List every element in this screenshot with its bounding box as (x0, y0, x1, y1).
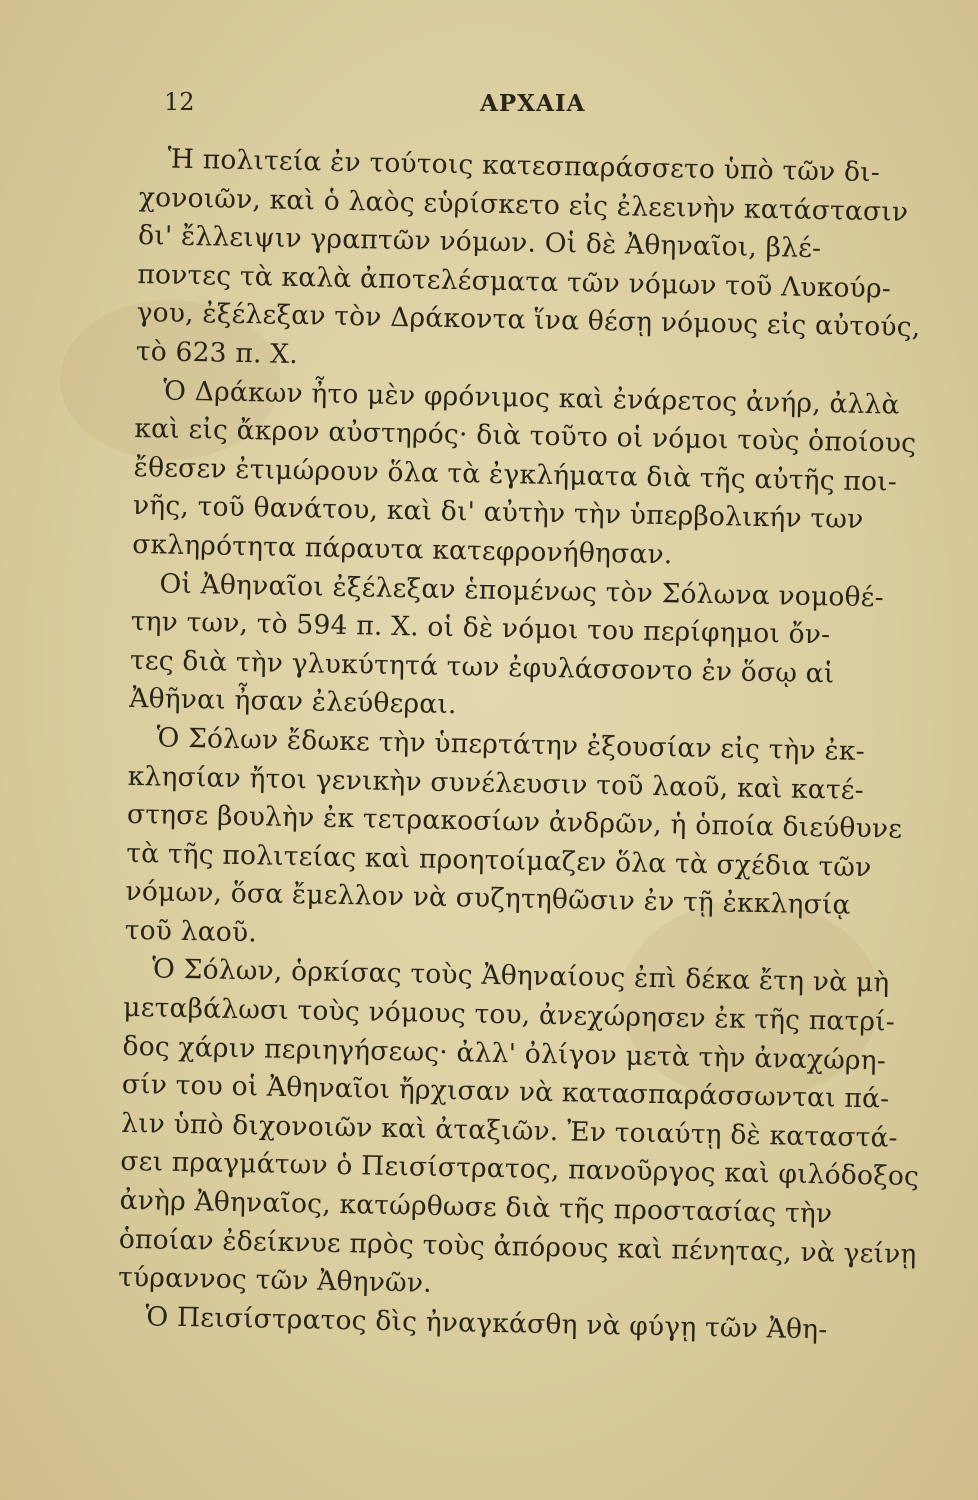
text-line: μεταβάλωσι τοὺς νόμους του, ἀνεχώρησεν ἐκ τῆς πατρί- (123, 991, 896, 1038)
text-line: Ἀθῆναι ἦσαν ἐλεύθεραι. (128, 683, 457, 721)
text-line: λιν ὑπὸ διχονοιῶν καὶ ἀταξιῶν. Ἐν τοιαύτῃ δὲ καταστά- (120, 1107, 899, 1154)
text-line: Ὁ Σόλων ἔδωκε τὴν ὑπερτάτην ἐξουσίαν εἰς τὴν ἐκ- (156, 722, 866, 767)
text-line: δι' ἔλλειψιν γραπτῶν νόμων. Οἱ δὲ Ἀθηναῖοι, βλέ- (137, 220, 822, 265)
text-line: Ὁ Σόλων, ὁρκίσας τοὺς Ἀθηναίους ἐπὶ δέκα ἔτη νὰ μὴ (151, 953, 890, 1000)
text-line: Ὁ Πεισίστρατος δὶς ἠναγκάσθη νὰ φύγῃ τῶν Ἀθη- (145, 1301, 828, 1346)
text-line: καὶ εἰς ἄκρον αὐστηρός· διὰ τοῦτο οἱ νόμοι τοὺς ὁποίους (134, 413, 917, 460)
page-number: 12 (164, 88, 195, 116)
text-line: Ὁ Δράκων ἦτο μὲν φρόνιμος καὶ ἐνάρετος ἀνήρ, ἀλλὰ (162, 375, 900, 421)
text-line: τὸ 623 π. Χ. (135, 335, 299, 371)
text-line: σίν του οἱ Ἀθηναῖοι ἤρχισαν νὰ κατασπαράσσωνται πά- (121, 1069, 890, 1115)
text-line: τες διὰ τὴν γλυκύτητά των ἐφυλάσσοντο ἐν ὅσῳ αἱ (129, 644, 835, 690)
text-line: Ἡ πολιτεία ἐν τούτοις κατεσπαράσσετο ὑπὸ τῶν δι- (167, 143, 881, 189)
text-line: νῆς, τοῦ θανάτου, καὶ δι' αὐτὴν τὴν ὑπερβολικήν των (132, 490, 864, 536)
paragraph (124, 719, 903, 965)
running-head: ΑΡΧΑΙΑ (480, 90, 586, 117)
text-line: σει πραγμάτων ὁ Πεισίστρατος, πανοῦργος καὶ φιλόδοξος (120, 1146, 920, 1193)
text-line: σκληρότητα πάραυτα κατεφρονήθησαν. (131, 528, 673, 571)
text-line: ποντες τὰ καλὰ ἀποτελέσματα τῶν νόμων τοῦ Λυκούρ- (137, 258, 892, 305)
text-line: στησε βουλὴν ἐκ τετρακοσίων ἀνδρῶν, ἡ ὁποία διεύθυνε (126, 798, 903, 845)
text-line: κλησίαν ἤτοι γενικὴν συνέλευσιν τοῦ λαοῦ, καὶ κατέ- (127, 760, 865, 806)
paragraph (117, 950, 920, 1311)
text-line: τύραννος τῶν Ἀθηνῶν. (117, 1262, 433, 1300)
text-line: ὁποίαν ἐδείκνυε πρὸς τοὺς ἀπόρους καὶ πένητας, νὰ γείνῃ (118, 1223, 917, 1270)
text-line: νόμων, ὅσα ἔμελλον νὰ συζητηθῶσιν ἐν τῇ ἐκκλησίᾳ (125, 876, 851, 922)
text-line: τὰ τῆς πολιτείας καὶ προητοίμαζεν ὅλα τὰ σχέδια τῶν (126, 837, 872, 883)
body-text (117, 140, 921, 1350)
text-line: χονοιῶν, καὶ ὁ λαὸς εὑρίσκετο εἰς ἐλεεινὴν κατάστασιν (138, 181, 909, 228)
page-header (160, 88, 880, 128)
text-line: τοῦ λαοῦ. (124, 914, 258, 949)
text-line: γου, ἐξέλεξαν τὸν Δράκοντα ἵνα θέσῃ νόμους εἰς αὐτούς, (136, 297, 921, 344)
text-line: την των, τὸ 594 π. Χ. οἱ δὲ νόμοι του περίφημοι ὄν- (130, 606, 831, 651)
text-line: δος χάριν περιηγήσεως· ἀλλ' ὀλίγον μετὰ τὴν ἀναχώρη- (122, 1030, 887, 1077)
text-line: ἀνὴρ Ἀθηναῖος, κατώρθωσε διὰ τῆς προστασίας τὴν (119, 1184, 833, 1230)
paragraph (128, 564, 885, 733)
paragraph (131, 372, 917, 579)
paragraph (135, 140, 921, 386)
text-line: ἔθεσεν ἐτιμώρουν ὅλα τὰ ἐγκλήματα διὰ τῆς αὐτῆς ποι- (133, 451, 898, 498)
text-line: Οἱ Ἀθηναῖοι ἐξέλεξαν ἑπομένως τὸν Σόλωνα νομοθέ- (159, 567, 885, 613)
